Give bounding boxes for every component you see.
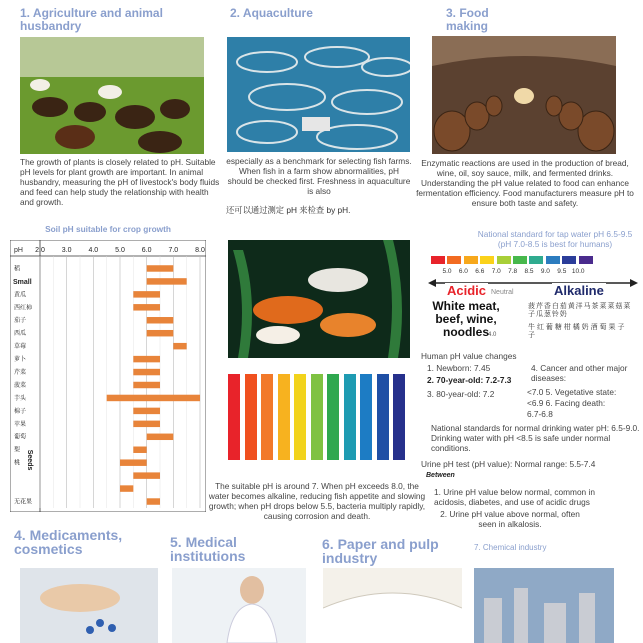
ph-swatch [513, 256, 527, 264]
soil-chart-caption: Soil pH suitable for crop growth [45, 224, 171, 234]
ph-swatch [480, 256, 494, 264]
tap-water-title: National standard for tap water pH 6.5-9.5 (pH 7.0-8.5 is best for humans) [477, 229, 633, 249]
ph-color-bar [245, 374, 257, 460]
chart-category-label: 草莓 [14, 343, 27, 351]
urine-item-2: 2. Urine pH value above normal, often seen in alkalosis. [440, 509, 580, 529]
chart-bar [147, 330, 174, 336]
chart-category-label: 葡萄 [14, 433, 27, 441]
chart-bar [147, 498, 160, 504]
chart-small-label: Small [13, 279, 32, 287]
chart-category-label: 萝卜 [14, 356, 27, 364]
chart-category-label: 苹果 [14, 420, 27, 428]
aqua-overlay-text: 还可以通过测定 pH 来检查 by pH. [226, 205, 351, 215]
chart-bar [107, 395, 200, 401]
acid-small-value: 4.0 [488, 332, 497, 338]
ph-scale-label: 6.6 [475, 268, 485, 275]
chart-bar [133, 421, 160, 427]
chart-bar [147, 265, 174, 271]
chart-category-label: 梨 [14, 446, 21, 454]
human-item-3: 3. 80-year-old: 7.2 [427, 389, 495, 399]
ph-scale-label: 8.5 [524, 268, 534, 275]
urine-title: Urine pH test (pH value): Normal range: 5.5-7.4 [421, 459, 596, 469]
chart-category-label: 棉子 [14, 407, 27, 415]
chart-bar [120, 485, 133, 491]
chart-bar [147, 434, 174, 440]
urine-item-1: 1. Urine pH value below normal, common in acidosis, diabetes, and use of acidic drugs [434, 487, 595, 507]
alkaline-foods-row2: 牛 红 葡 糖 柑 橘 奶 酒 萄 果 子 子 [528, 324, 625, 339]
ph-color-bar [278, 374, 290, 460]
chart-category-label: 无花果 [14, 498, 33, 506]
ph-scale-label: 7.0 [491, 268, 501, 275]
chart-bar [133, 304, 160, 310]
human-item-6: <6.9 6. Facing death: [527, 398, 606, 408]
ph-scale-label: 5.0 [442, 268, 452, 275]
chart-bar [147, 278, 187, 284]
between-label: Between [426, 472, 455, 479]
chart-category-label: 芹菜 [14, 368, 27, 376]
agri-title: 1. Agriculture and animal husbandry [20, 6, 163, 33]
chart-tick-label: 4.0 [88, 247, 99, 254]
chart-bar [133, 291, 160, 297]
ph-scale-label: 9.0 [540, 268, 550, 275]
chart-bar [147, 317, 174, 323]
chart-ph-label: pH [14, 247, 23, 254]
ph-swatch [497, 256, 511, 264]
human-item-6-value: 6.7-6.8 [527, 409, 553, 419]
chart-bar [133, 408, 160, 414]
chart-tick-label: 5.0 [115, 247, 125, 254]
chart-tick-label: 8.0 [195, 247, 205, 254]
chart-seeds-label: Seeds [26, 449, 33, 471]
ph-color-bar [377, 374, 389, 460]
ph-color-bar [344, 374, 356, 460]
chart-tick-label: 3.0 [61, 247, 72, 254]
food-title: 3. Food making [446, 6, 489, 33]
ph-color-bar [311, 374, 323, 460]
ph-color-bar [327, 374, 339, 460]
chart-category-label: 西红柿 [14, 304, 33, 312]
chemical-title: 7. Chemical industry [474, 543, 547, 552]
ph-swatch [546, 256, 560, 264]
chart-tick-label: 6.0 [141, 247, 152, 254]
human-item-2: 2. 70-year-old: 7.2-7.3 [427, 375, 512, 385]
food-photo [432, 36, 616, 154]
acid-foods: White meat, beef, wine, noodles [432, 299, 500, 339]
medicaments-title: 4. Medicaments, cosmetics [14, 527, 123, 557]
chart-tick-label: 2.0 [35, 247, 45, 254]
drinking-water-text: National standards for normal drinking water pH: 6.5-9.0. Drinking water with pH <8.5 is safe under normal conditions. [431, 423, 640, 453]
chart-bar [133, 369, 160, 375]
acidic-label: Acidic [447, 283, 487, 298]
chart-category-label: 黄瓜 [14, 291, 27, 299]
ph-swatch [579, 256, 593, 264]
aqua-photo [227, 37, 410, 152]
human-ph-title: Human pH value changes [421, 351, 517, 361]
ph-scale-label: 9.5 [557, 268, 567, 275]
fish-photo [228, 240, 410, 358]
aqua-title: 2. Aquaculture [230, 6, 313, 20]
ph-color-bar [393, 374, 405, 460]
chart-category-label: 西瓜 [14, 330, 27, 338]
chart-category-label: 菠菜 [14, 381, 27, 389]
human-item-5: <7.0 5. Vegetative state: [527, 387, 617, 397]
chart-category-label: 茄子 [14, 317, 27, 325]
agri-text: The growth of plants is closely related to pH. Suitable pH levels for plant growth are important. In animal husbandry, measuring the pH of livestock's body fluids and feed can help study the relationship with health and growth. [20, 157, 220, 207]
ph-scale-label: 7.8 [508, 268, 518, 275]
chart-category-label: 桃 [14, 459, 21, 467]
ph-color-bar [294, 374, 306, 460]
chart-bar [133, 447, 146, 453]
agri-photo [20, 37, 204, 154]
ph-color-bar [360, 374, 372, 460]
chart-bar [133, 472, 160, 478]
ph-swatch [562, 256, 576, 264]
chart-tick-label: 7.0 [168, 247, 179, 254]
aqua-text: especially as a benchmark for selecting fish farms. When fish in a farm show abnormalities, pH should be checked first. Freshness in aquaculture is also [226, 156, 412, 196]
paper-title: 6. Paper and pulp industry [322, 536, 439, 566]
chemical-photo [474, 568, 614, 643]
human-item-4: 4. Cancer and other major diseases: [531, 363, 628, 383]
ph-swatch [447, 256, 461, 264]
neutral-label: Neutral [491, 289, 514, 296]
soil-chart [10, 240, 206, 512]
food-text: Enzymatic reactions are used in the production of bread, wine, oil, soy sauce, milk, and fermented drinks. Understanding the pH value related to food can enhance fermentation efficiency. Food manufacturers measure pH to ensure both taste and safety. [416, 158, 634, 208]
fish-text: The suitable pH is around 7. When pH exceeds 8.0, the water becomes alkaline, reducing fish appetite and slowing growth; when pH drops below 5.5, bacteria multiply rapidly, causing corrosion and death. [208, 481, 426, 521]
alkaline-foods-row1: 菠 芹 香 白 茄 黄 洋 马 茶 菜 菜 菇 菜 子 瓜 葱 铃 奶 [528, 303, 631, 318]
human-item-1: 1. Newborn: 7.45 [427, 363, 491, 373]
chart-bar [133, 382, 160, 388]
medical-photo [172, 568, 306, 643]
alkaline-label: Alkaline [554, 283, 604, 298]
chart-bar [133, 356, 160, 362]
ph-swatch [431, 256, 445, 264]
chart-category-label: 稻 [14, 265, 21, 273]
chart-category-label: 芋头 [14, 394, 27, 402]
ph-swatch [464, 256, 478, 264]
ph-scale-label: 6.0 [458, 268, 468, 275]
ph-color-bar [228, 374, 240, 460]
ph-swatch [529, 256, 543, 264]
chart-bar [120, 459, 147, 465]
medical-institutions-title: 5. Medical institutions [170, 534, 246, 564]
ph-color-bar [261, 374, 273, 460]
ph-scale-label: 10.0 [571, 268, 585, 275]
medicaments-photo [20, 568, 158, 643]
chart-bar [173, 343, 186, 349]
paper-photo [323, 568, 462, 643]
